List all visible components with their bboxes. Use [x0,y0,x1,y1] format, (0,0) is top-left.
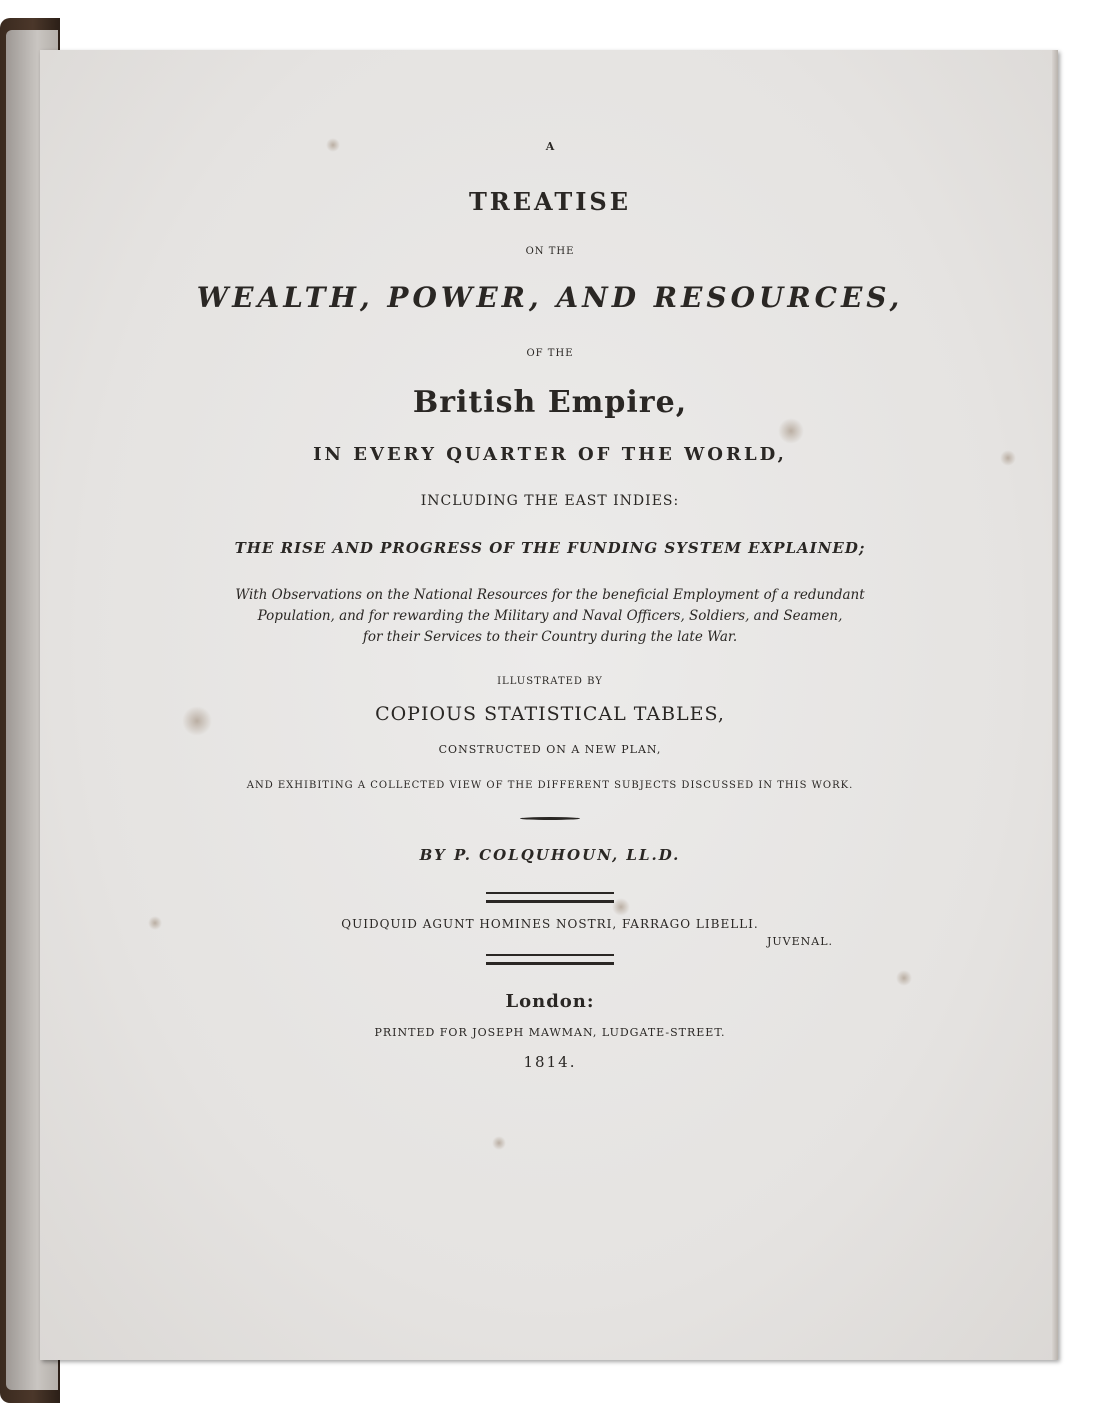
imprint-year: 1814. [523,1053,577,1071]
foxing-spot [492,1136,506,1150]
imprint-place: London: [505,991,595,1012]
illustrated-by-line: ILLUSTRATED BY [497,676,603,687]
empire-heading: British Empire, [412,385,688,420]
quarter-line: IN EVERY QUARTER OF THE WORLD, [313,444,787,465]
imprint-printer: PRINTED FOR JOSEPH MAWMAN, LUDGATE-STREET. [374,1026,726,1039]
subject-heading: WEALTH, POWER, AND RESOURCES, [196,281,904,314]
treatise-heading: TREATISE [468,187,632,216]
observations-line: With Observations on the National Resources for the beneficial Employment of a redundant [235,587,865,603]
double-rule-top [486,892,614,903]
double-rule-bottom [486,954,614,965]
motto-source: JUVENAL. [766,935,834,948]
constructed-line: CONSTRUCTED ON A NEW PLAN, [438,743,662,756]
author-line: BY P. COLQUHOUN, LL.D. [419,846,681,864]
page-edge [1052,50,1058,1360]
title-page-text [100,140,1000,1071]
article-line: A [545,140,555,153]
observations-line: for their Services to their Country during the late War. [362,629,738,645]
ornamental-rule [520,817,580,820]
observations-paragraph [100,585,1000,648]
motto-line: QUIDQUID AGUNT HOMINES NOSTRI, FARRAGO LIBELLI. [341,917,759,931]
of-the-line: OF THE [526,348,574,359]
funding-system-line: THE RISE AND PROGRESS OF THE FUNDING SYSTEM EXPLAINED; [234,539,866,557]
foxing-spot [1000,450,1016,466]
on-the-line: ON THE [525,246,575,257]
exhibiting-line: AND EXHIBITING A COLLECTED VIEW OF THE DIFFERENT SUBJECTS DISCUSSED IN THIS WORK. [246,780,854,791]
observations-line: Population, and for rewarding the Military and Naval Officers, Soldiers, and Seamen, [257,608,843,624]
title-page [40,50,1058,1360]
east-indies-line: INCLUDING THE EAST INDIES: [420,493,680,509]
tables-heading: COPIOUS STATISTICAL TABLES, [375,703,725,725]
